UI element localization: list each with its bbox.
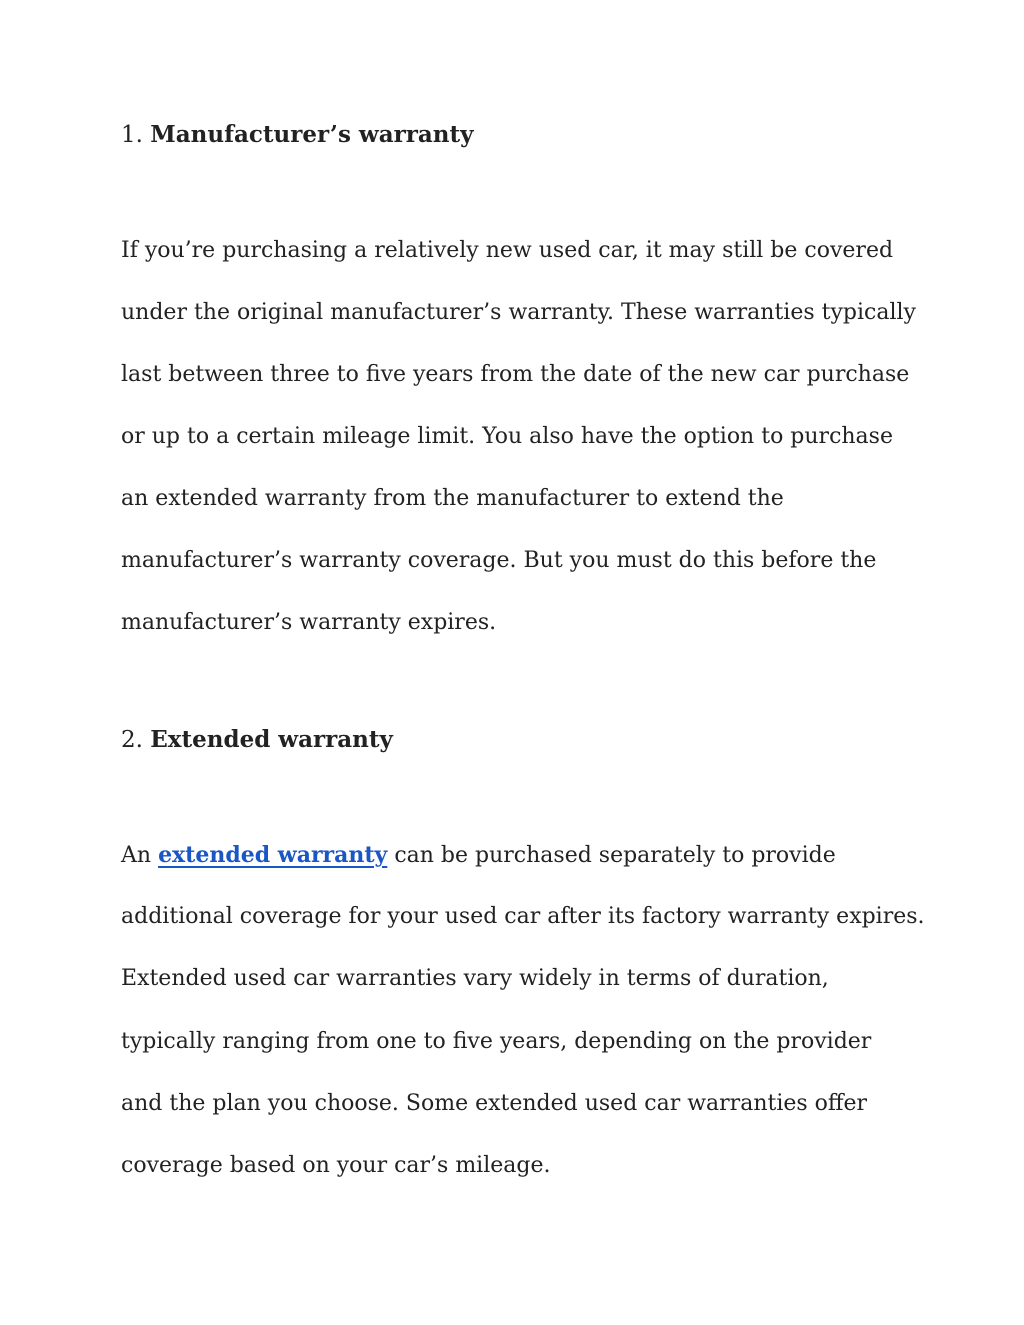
section-2-paragraph-line: additional coverage for your used car after its factory warranty expires.: [121, 904, 925, 929]
section-1-paragraph-line: or up to a certain mileage limit. You also have the option to purchase: [121, 424, 893, 449]
section-2-paragraph-line: typically ranging from one to five years, depending on the provider: [121, 1029, 872, 1054]
section-2-paragraph-line: Extended used car warranties vary widely in terms of duration,: [121, 966, 829, 991]
section-2-title: Extended warranty: [150, 726, 393, 753]
section-1-paragraph-line: an extended warranty from the manufacturer to extend the: [121, 486, 784, 511]
section-2-paragraph-line: and the plan you choose. Some extended used car warranties offer: [121, 1091, 868, 1116]
section-2-paragraph-first-line: [121, 840, 836, 871]
section-1-paragraph-line: manufacturer’s warranty coverage. But you must do this before the: [121, 548, 877, 573]
section-2-first-line-prefix: An: [121, 843, 152, 868]
section-1-paragraph-line: If you’re purchasing a relatively new used car, it may still be covered: [121, 238, 894, 263]
section-1-heading: [121, 120, 473, 150]
section-2-number: 2.: [121, 727, 143, 753]
section-2-heading: [121, 725, 393, 755]
section-1-number: 1.: [121, 122, 143, 148]
extended-warranty-link[interactable]: extended warranty: [158, 842, 388, 868]
section-1-title: Manufacturer’s warranty: [150, 121, 474, 148]
section-1-paragraph-line: under the original manufacturer’s warranty. These warranties typically: [121, 300, 916, 325]
section-2-first-line-suffix: can be purchased separately to provide: [394, 843, 836, 868]
section-2-paragraph-line: coverage based on your car’s mileage.: [121, 1153, 551, 1178]
section-1-paragraph-line: last between three to five years from the date of the new car purchase: [121, 362, 910, 387]
section-1-paragraph-line: manufacturer’s warranty expires.: [121, 610, 497, 635]
